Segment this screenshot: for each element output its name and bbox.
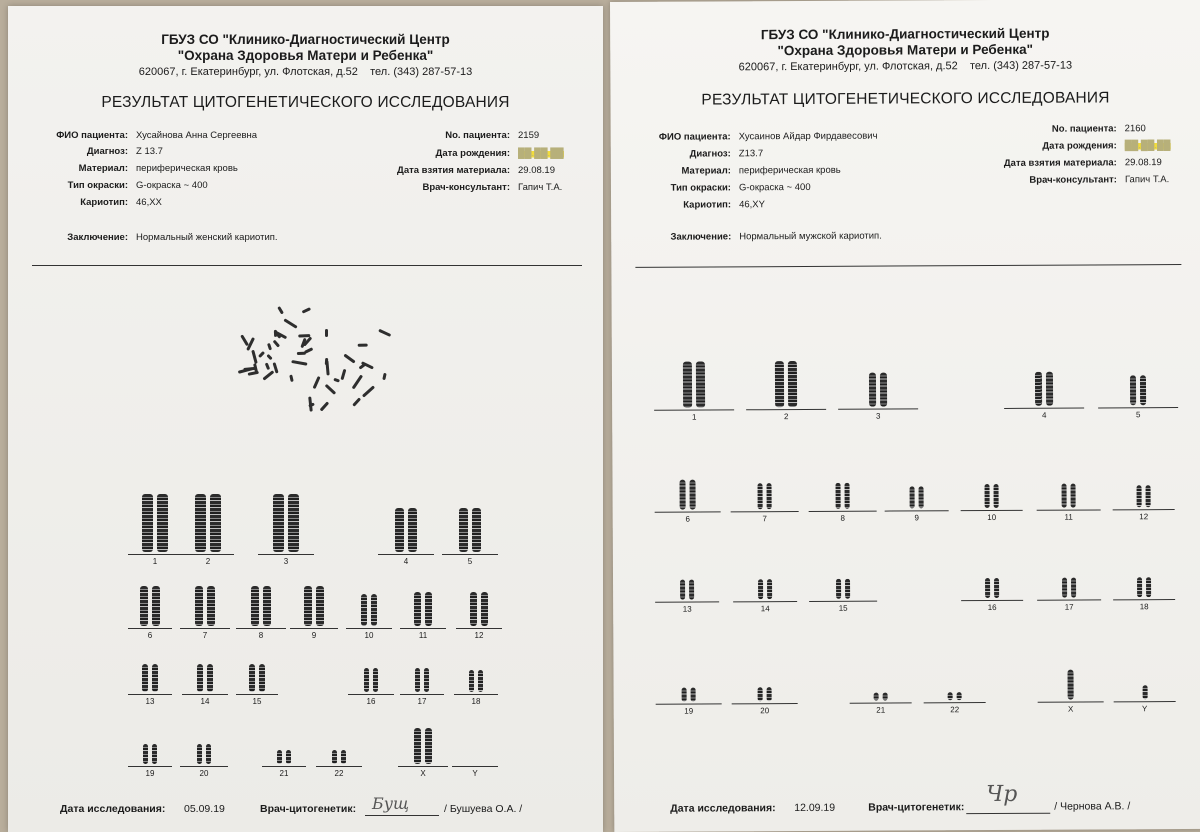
- chromosome-image: [207, 664, 213, 692]
- patient-number: 2160: [1124, 123, 1146, 135]
- chromosome-pair-line: [316, 766, 362, 767]
- chromosome-image: [481, 592, 488, 626]
- chromosome-image: [341, 750, 346, 764]
- chromosome-image: [408, 508, 417, 552]
- chromosome-number-label: 21: [876, 705, 886, 715]
- conclusion-label: Заключение:: [67, 232, 128, 243]
- chromosome-image: [425, 592, 432, 626]
- chromosome-image: [197, 744, 202, 764]
- metaphase-spread-image: [238, 291, 408, 411]
- chromosome-pair-line: [809, 601, 877, 602]
- chromosome-image: [758, 579, 763, 599]
- chromosome-image: [788, 361, 797, 407]
- chromosome-pair-line: [236, 694, 278, 695]
- chromosome-image: [414, 592, 421, 626]
- chromosome-number-label: 22: [334, 769, 344, 778]
- address-text: 620067, г. Екатеринбург, ул. Флотская, д.52: [138, 66, 358, 78]
- chromosome-image: [874, 693, 879, 701]
- chromosome-pair-line: [732, 703, 798, 704]
- birthdate-redacted: ██.██.██: [1124, 140, 1171, 152]
- field-value: периферическая кровь: [136, 163, 238, 174]
- chromosome-pair-line: [236, 628, 286, 629]
- signature-line: [966, 813, 1050, 814]
- study-date-value: 05.09.19: [184, 803, 225, 815]
- chromosome-image: [948, 692, 953, 700]
- chromosome-image: [157, 494, 168, 552]
- metaphase-chromosome: [267, 354, 273, 360]
- chromosome-number-label: 3: [875, 411, 881, 421]
- chromosome-pair-line: [654, 409, 734, 410]
- study-date-label: Дата исследования:: [670, 802, 776, 815]
- metaphase-chromosome: [352, 375, 363, 390]
- chromosome-image: [767, 483, 772, 509]
- chromosome-image: [1071, 484, 1076, 508]
- metaphase-chromosome: [273, 340, 280, 348]
- chromosome-pair-line: [182, 554, 234, 555]
- header-org: ГБУЗ СО "Клинико-Диагностический Центр: [161, 32, 450, 47]
- field-value: Хусайнова Анна Сергеевна: [136, 130, 258, 141]
- chromosome-pair-line: [961, 600, 1023, 601]
- chromosome-image: [880, 373, 887, 407]
- metaphase-chromosome: [357, 344, 367, 347]
- chromosome-image: [316, 586, 324, 626]
- chromosome-number-label: Y: [472, 769, 478, 778]
- metaphase-chromosome: [265, 362, 270, 369]
- chromosome-pair-line: [456, 628, 502, 629]
- metaphase-chromosome: [382, 373, 386, 380]
- metaphase-chromosome: [299, 334, 311, 337]
- chromosome-image: [1140, 375, 1146, 405]
- chromosome-image: [152, 664, 158, 692]
- chromosome-pair-line: [454, 694, 498, 695]
- chromosome-image: [845, 483, 850, 509]
- chromosome-pair-line: [128, 628, 172, 629]
- chromosome-number-label: 3: [283, 557, 289, 566]
- field-label: Материал:: [681, 165, 731, 177]
- chromosome-pair-line: [1098, 407, 1178, 408]
- chromosome-number-label: 15: [838, 603, 848, 613]
- chromosome-image: [835, 483, 840, 509]
- chromosome-image: [1137, 577, 1142, 597]
- chromosome-pair-line: [398, 766, 448, 767]
- field-value: Хусаинов Айдар Фирдавесович: [738, 130, 878, 143]
- chromosome-image: [680, 480, 686, 510]
- chromosome-pair-line: [1037, 509, 1101, 510]
- chromosome-image: [869, 373, 876, 407]
- chromosome-image: [1035, 372, 1042, 406]
- chromosome-image: [680, 580, 685, 600]
- divider: [32, 265, 582, 266]
- field-label: Материал:: [78, 163, 128, 174]
- chromosome-number-label: 20: [760, 706, 770, 716]
- chromosome-number-label: 1: [691, 412, 697, 422]
- chromosome-image: [1130, 375, 1136, 405]
- signature-line: [365, 815, 439, 816]
- chromosome-image: [143, 744, 148, 764]
- chromosome-image: [415, 668, 420, 692]
- chromosome-image: [1068, 670, 1074, 700]
- chromosome-image: [459, 508, 468, 552]
- field-label: Диагноз:: [689, 148, 731, 160]
- chromosome-image: [140, 586, 148, 626]
- metaphase-chromosome: [241, 334, 250, 346]
- field-label: Дата взятия материала:: [397, 165, 510, 176]
- chromosome-image: [1137, 485, 1142, 507]
- chromosome-number-label: 4: [1041, 410, 1047, 420]
- chromosome-number-label: 8: [258, 631, 264, 640]
- field-label: Врач-консультант:: [422, 182, 510, 193]
- chromosome-number-label: 13: [145, 697, 155, 706]
- chromosome-number-label: X: [420, 769, 426, 778]
- metaphase-chromosome: [324, 384, 335, 395]
- signature-image: Чр: [986, 781, 1018, 808]
- divider: [635, 264, 1181, 268]
- chromosome-image: [472, 508, 481, 552]
- chromosome-image: [985, 484, 990, 508]
- chromosome-image: [845, 579, 850, 599]
- birthdate-redacted: ██.██.██: [518, 148, 564, 159]
- metaphase-chromosome: [267, 342, 272, 350]
- metaphase-chromosome: [320, 401, 329, 411]
- chromosome-image: [249, 664, 255, 692]
- chromosome-number-label: 8: [840, 513, 845, 523]
- chromosome-number-label: 9: [914, 513, 919, 523]
- chromosome-image: [206, 744, 211, 764]
- field-label: Кариотип:: [683, 199, 732, 211]
- chromosome-pair-line: [1004, 408, 1084, 409]
- chromosome-number-label: 21: [279, 769, 289, 778]
- chromosome-pair-line: [1113, 509, 1175, 510]
- chromosome-number-label: 11: [418, 631, 428, 640]
- chromosome-pair-line: [400, 628, 446, 629]
- metaphase-chromosome: [263, 370, 275, 380]
- chromosome-pair-line: [128, 554, 182, 555]
- metaphase-chromosome: [362, 385, 375, 397]
- field-label: Тип окраски:: [670, 182, 732, 194]
- metaphase-chromosome: [251, 350, 257, 364]
- karyotype-value: 46,XY: [739, 199, 765, 211]
- chromosome-image: [478, 670, 483, 692]
- chromosome-pair-line: [924, 702, 986, 703]
- chromosome-image: [142, 664, 148, 692]
- chromosome-image: [152, 744, 157, 764]
- chromosome-pair-line: [180, 628, 230, 629]
- chromosome-number-label: 2: [783, 412, 789, 422]
- chromosome-image: [395, 508, 404, 552]
- chromosome-image: [304, 586, 312, 626]
- header-name: "Охрана Здоровья Матери и Ребенка": [177, 48, 434, 63]
- phone-text: тел. (343) 287-57-13: [969, 59, 1073, 73]
- metaphase-chromosome: [333, 378, 340, 383]
- conclusion-label: Заключение:: [670, 231, 732, 243]
- cytogeneticist-label: Врач-цитогенетик:: [868, 801, 965, 814]
- chromosome-image: [758, 687, 763, 701]
- chromosome-number-label: 17: [417, 697, 427, 706]
- chromosome-image: [364, 668, 369, 692]
- chromosome-image: [470, 592, 477, 626]
- chromosome-pair-line: [180, 766, 228, 767]
- chromosome-image: [425, 728, 432, 764]
- chromosome-number-label: 18: [1139, 602, 1149, 612]
- chromosome-image: [757, 483, 762, 509]
- chromosome-number-label: Y: [1142, 704, 1148, 714]
- header-address: [610, 59, 1200, 74]
- chromosome-image: [259, 664, 265, 692]
- chromosome-pair-line: [182, 694, 228, 695]
- metaphase-chromosome: [325, 329, 328, 337]
- chromosome-pair-line: [1038, 701, 1104, 702]
- chromosome-image: [273, 494, 284, 552]
- chromosome-number-label: 12: [474, 631, 484, 640]
- chromosome-image: [288, 494, 299, 552]
- field-value: Z 13.7: [136, 146, 163, 157]
- karyogram: [610, 0, 1200, 2]
- chromosome-pair-line: [128, 766, 172, 767]
- field-value: Z13.7: [738, 148, 764, 160]
- header-org: ГБУЗ СО "Клинико-Диагностический Центр: [760, 25, 1050, 43]
- chromosome-image: [195, 494, 206, 552]
- field-label: Диагноз:: [86, 146, 128, 157]
- header-name: "Охрана Здоровья Матери и Ребенка": [777, 41, 1034, 59]
- report-title: РЕЗУЛЬТАТ ЦИТОГЕНЕТИЧЕСКОГО ИССЛЕДОВАНИЯ: [701, 89, 1110, 109]
- chromosome-image: [1062, 484, 1067, 508]
- chromosome-number-label: 14: [760, 604, 770, 614]
- chromosome-pair-line: [262, 766, 306, 767]
- chromosome-image: [142, 494, 153, 552]
- chromosome-image: [277, 750, 282, 764]
- metaphase-chromosome: [297, 352, 306, 355]
- field-label: No. пациента:: [1051, 123, 1117, 135]
- chromosome-image: [696, 362, 705, 408]
- chromosome-image: [1062, 578, 1067, 598]
- chromosome-number-label: 6: [147, 631, 153, 640]
- chromosome-pair-line: [348, 694, 394, 695]
- chromosome-image: [371, 594, 377, 626]
- chromosome-image: [994, 484, 999, 508]
- chromosome-number-label: 18: [471, 697, 481, 706]
- chromosome-image: [985, 578, 990, 598]
- chromosome-pair-line: [850, 702, 912, 703]
- metaphase-chromosome: [273, 330, 276, 337]
- chromosome-image: [883, 693, 888, 701]
- chromosome-number-label: 12: [1139, 512, 1149, 522]
- metaphase-chromosome: [344, 354, 356, 364]
- signature-image: Бущ: [372, 794, 410, 813]
- chromosome-number-label: 10: [364, 631, 374, 640]
- chromosome-pair-line: [731, 511, 799, 512]
- chromosome-image: [197, 664, 203, 692]
- chromosome-image: [775, 361, 784, 407]
- chromosome-image: [286, 750, 291, 764]
- metaphase-chromosome: [341, 368, 347, 379]
- header-address: [8, 66, 603, 78]
- chromosome-image: [332, 750, 337, 764]
- chromosome-number-label: 6: [685, 514, 690, 524]
- chromosome-image: [424, 668, 429, 692]
- field-value: G-окраска ~ 400: [738, 181, 811, 194]
- cytogeneticist-name: / Бушуева О.А. /: [444, 803, 523, 815]
- chromosome-number-label: 19: [684, 706, 694, 716]
- chromosome-pair-line: [961, 510, 1023, 511]
- metaphase-chromosome: [312, 376, 320, 389]
- chromosome-pair-line: [656, 703, 722, 704]
- chromosome-image: [767, 579, 772, 599]
- metaphase-chromosome: [302, 307, 311, 313]
- chromosome-pair-line: [746, 409, 826, 410]
- metaphase-chromosome: [258, 351, 265, 358]
- chromosome-image: [1142, 685, 1147, 699]
- chromosome-image: [373, 668, 378, 692]
- chromosome-pair-line: [1114, 701, 1176, 702]
- chromosome-number-label: 11: [1064, 512, 1073, 522]
- patient-number: 2159: [518, 130, 540, 141]
- chromosome-number-label: 2: [205, 557, 211, 566]
- sample-date: 29.08.19: [1124, 157, 1162, 169]
- chromosome-image: [251, 586, 259, 626]
- chromosome-number-label: 16: [987, 602, 997, 613]
- chromosome-pair-line: [452, 766, 498, 767]
- chromosome-number-label: 13: [682, 604, 692, 614]
- field-label: Тип окраски:: [67, 180, 128, 191]
- chromosome-number-label: 17: [1064, 602, 1074, 612]
- chromosome-number-label: 1: [152, 557, 158, 566]
- chromosome-number-label: 5: [467, 557, 473, 566]
- field-value: периферическая кровь: [738, 164, 841, 177]
- chromosome-number-label: 22: [950, 705, 960, 715]
- conclusion-value: Нормальный мужской кариотип.: [739, 230, 882, 243]
- report-sheet-male: [610, 0, 1200, 832]
- field-value: G-окраска ~ 400: [136, 180, 208, 191]
- field-label: Дата рождения:: [435, 148, 510, 159]
- chromosome-number-label: 16: [366, 697, 376, 706]
- chromosome-image: [683, 362, 692, 408]
- chromosome-image: [690, 480, 696, 510]
- chromosome-image: [195, 586, 203, 626]
- chromosome-number-label: 5: [1135, 410, 1141, 420]
- chromosome-pair-line: [655, 601, 719, 602]
- field-label: Врач-консультант:: [1029, 174, 1117, 186]
- chromosome-pair-line: [378, 554, 434, 555]
- chromosome-pair-line: [1113, 599, 1175, 600]
- chromosome-image: [910, 486, 915, 508]
- chromosome-image: [152, 586, 160, 626]
- study-date-label: Дата исследования:: [60, 803, 166, 815]
- chromosome-image: [210, 494, 221, 552]
- address-text: 620067, г. Екатеринбург, ул. Флотская, д.52: [738, 60, 958, 74]
- chromosome-number-label: X: [1068, 704, 1074, 714]
- chromosome-pair-line: [128, 694, 172, 695]
- chromosome-pair-line: [655, 511, 721, 512]
- chromosome-number-label: 20: [199, 769, 209, 778]
- consultant-name: Гапич Т.А.: [518, 182, 563, 193]
- consultant-name: Гапич Т.А.: [1124, 174, 1170, 186]
- chromosome-number-label: 19: [145, 769, 155, 778]
- chromosome-number-label: 4: [403, 557, 409, 566]
- chromosome-image: [682, 688, 687, 702]
- report-title: РЕЗУЛЬТАТ ЦИТОГЕНЕТИЧЕСКОГО ИССЛЕДОВАНИЯ: [101, 94, 510, 111]
- field-label: Дата взятия материала:: [1003, 157, 1117, 169]
- chromosome-pair-line: [838, 408, 918, 409]
- chromosome-image: [691, 688, 696, 702]
- chromosome-pair-line: [400, 694, 444, 695]
- conclusion-value: Нормальный женский кариотип.: [136, 232, 278, 243]
- chromosome-number-label: 10: [987, 512, 997, 523]
- chromosome-image: [1046, 372, 1053, 406]
- cytogeneticist-name: / Чернова А.В. /: [1054, 800, 1131, 813]
- chromosome-image: [469, 670, 474, 692]
- chromosome-image: [263, 586, 271, 626]
- chromosome-pair-line: [733, 601, 797, 602]
- chromosome-pair-line: [809, 511, 877, 512]
- chromosome-pair-line: [442, 554, 498, 555]
- field-label: Дата рождения:: [1042, 140, 1117, 152]
- chromosome-pair-line: [290, 628, 338, 629]
- chromosome-image: [207, 586, 215, 626]
- cytogeneticist-label: Врач-цитогенетик:: [260, 803, 357, 815]
- chromosome-image: [1071, 578, 1076, 598]
- metaphase-chromosome: [283, 318, 297, 329]
- metaphase-chromosome: [290, 375, 294, 382]
- chromosome-image: [994, 578, 999, 598]
- chromosome-pair-line: [885, 510, 949, 511]
- sample-date: 29.08.19: [518, 165, 555, 176]
- chromosome-pair-line: [1037, 599, 1101, 600]
- chromosome-pair-line: [258, 554, 314, 555]
- chromosome-number-label: 15: [252, 697, 262, 706]
- chromosome-image: [1146, 485, 1151, 507]
- chromosome-image: [414, 728, 421, 764]
- chromosome-number-label: 9: [311, 631, 317, 640]
- chromosome-image: [919, 486, 924, 508]
- field-label: ФИО пациента:: [56, 130, 128, 141]
- chromosome-number-label: 7: [202, 631, 208, 640]
- chromosome-number-label: 14: [200, 697, 210, 706]
- metaphase-chromosome: [378, 329, 391, 337]
- chromosome-image: [957, 692, 962, 700]
- field-label: No. пациента:: [445, 130, 510, 141]
- metaphase-chromosome: [352, 397, 361, 407]
- field-label: ФИО пациента:: [658, 131, 731, 143]
- chromosome-image: [767, 687, 772, 701]
- chromosome-image: [689, 580, 694, 600]
- study-date-value: 12.09.19: [794, 801, 836, 815]
- chromosome-image: [361, 594, 367, 626]
- report-sheet-female: [8, 6, 603, 832]
- karyotype-value: 46,XX: [136, 197, 162, 208]
- chromosome-image: [1146, 577, 1151, 597]
- chromosome-image: [836, 579, 841, 599]
- phone-text: тел. (343) 287-57-13: [370, 66, 473, 78]
- metaphase-chromosome: [277, 305, 284, 314]
- metaphase-chromosome: [292, 360, 308, 366]
- field-label: Кариотип:: [80, 197, 128, 208]
- chromosome-number-label: 7: [762, 514, 767, 524]
- chromosome-pair-line: [346, 628, 392, 629]
